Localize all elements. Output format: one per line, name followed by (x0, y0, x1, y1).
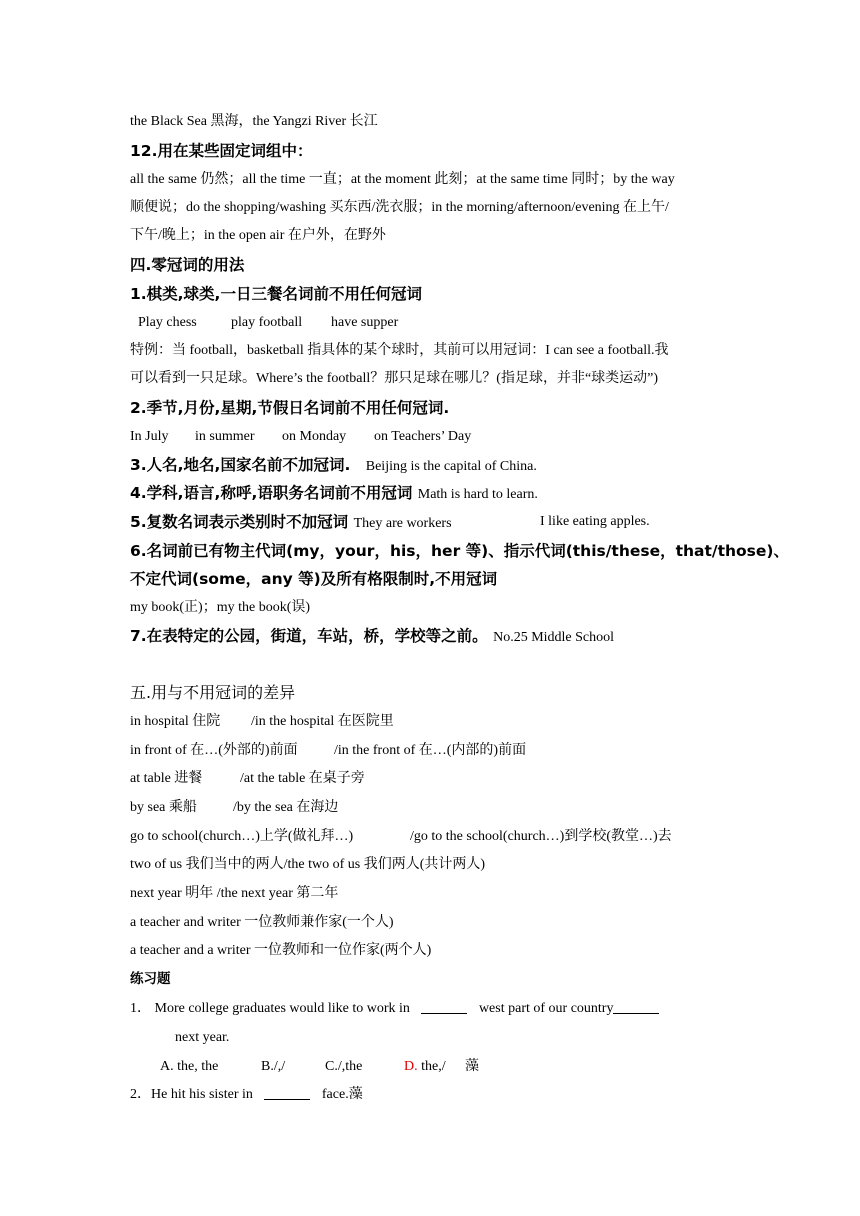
contrast-left: go to school(church…)上学(做礼拜…) (130, 829, 354, 844)
heading-12: 12.用在某些固定词组中： (130, 142, 313, 160)
example: Play chess (138, 315, 197, 330)
contrast-row (130, 827, 732, 847)
text-line: next year 明年 /the next year 第二年 (130, 886, 339, 901)
rule-text: 7.在表特定的公园，街道，车站，桥，学校等之前。 (130, 627, 488, 645)
rule-text: 5.复数名词表示类别时不加冠词 (130, 513, 349, 531)
heading-rule-6: 6.名词前已有物主代词(my，your，his，her 等)、指示代词(this/these，that/those)、 (130, 542, 790, 560)
contrast-right: /go to the school(church…)到学校(教堂…)去 (410, 829, 672, 844)
question-1-cont: next year. (175, 1030, 230, 1045)
text-line: a teacher and writer 一位教师兼作家(一个人) (130, 915, 394, 930)
example: on Monday (282, 429, 347, 444)
garbled-mark: 藻 (348, 1087, 363, 1102)
text-line: 特例：当 football，basketball 指具体的某个球时，其前可以用冠词：I can see a football.我 (130, 343, 669, 358)
example: in summer (195, 429, 255, 444)
section-heading-4: 四.零冠词的用法 (130, 256, 245, 274)
question-text: face. (321, 1087, 349, 1102)
text-line: the Black Sea 黑海，the Yangzi River 长江 (130, 114, 378, 129)
text-line: 可以看到一只足球。Where’s the football？那只足球在哪儿？(指足球，并非“球类运动”) (130, 371, 659, 386)
rule-text: 4.学科,语言,称呼,语职务名词前不用冠词 (130, 484, 413, 502)
contrast-row (130, 741, 732, 761)
example: In July (130, 429, 169, 444)
rule-example: No.25 Middle School (493, 630, 615, 645)
heading-rule-7 (130, 625, 732, 649)
text-line: two of us 我们当中的两人/the two of us 我们两人(共计两人) (130, 857, 486, 872)
contrast-left: in hospital 住院 (130, 714, 221, 729)
option-a: A. the, the (160, 1059, 219, 1074)
exercise-heading: 练习题 (130, 971, 171, 987)
question-1 (130, 999, 732, 1019)
rule-example: They are workers (353, 516, 452, 531)
heading-rule-5 (130, 511, 732, 535)
rule-example: I like eating apples. (540, 514, 650, 529)
text-line: 顺便说；do the shopping/washing 买东西/洗衣服；in the morning/afternoon/evening 在上午/ (130, 200, 669, 215)
contrast-left: by sea 乘船 (130, 800, 197, 815)
text-line: 下午/晚上；in the open air 在户外，在野外 (130, 228, 386, 243)
option-c: C./,the (325, 1059, 363, 1074)
text-line: my book(正)；my the book(误) (130, 600, 311, 615)
heading-rule-4 (130, 482, 732, 506)
contrast-row (130, 712, 732, 732)
example: play football (231, 315, 303, 330)
option-d-text: the,/ (417, 1059, 446, 1074)
example: have supper (331, 315, 399, 330)
contrast-row (130, 769, 732, 789)
answer-blank[interactable] (613, 999, 659, 1014)
question-text: 2．He hit his sister in (130, 1087, 253, 1102)
option-d-letter: D. (404, 1059, 418, 1074)
contrast-right: /at the table 在桌子旁 (240, 771, 365, 786)
garbled-mark: 藻 (465, 1059, 479, 1074)
heading-rule-1: 1.棋类,球类,一日三餐名词前不用任何冠词 (130, 285, 422, 303)
question-text: 1． More college graduates would like to work in (130, 1001, 410, 1016)
rule-example: Math is hard to learn. (417, 487, 538, 502)
option-d (404, 1057, 446, 1077)
contrast-left: in front of 在…(外部的)前面 (130, 743, 298, 758)
heading-rule-3 (130, 454, 732, 478)
contrast-left: at table 进餐 (130, 771, 203, 786)
heading-rule-2: 2.季节,月份,星期,节假日名词前不用任何冠词. (130, 399, 450, 417)
question-2 (130, 1085, 732, 1105)
option-b: B./,/ (261, 1059, 286, 1074)
question-text: west part of our country (478, 1001, 614, 1016)
rule-example: Beijing is the capital of China. (365, 459, 537, 474)
heading-rule-6-cont: 不定代词(some，any 等)及所有格限制时,不用冠词 (130, 570, 498, 588)
rule-text: 3.人名,地名,国家名前不加冠词. (130, 456, 351, 474)
text-line: a teacher and a writer 一位教师和一位作家(两个人) (130, 943, 432, 958)
contrast-right: /in the hospital 在医院里 (251, 714, 394, 729)
example: on Teachers’ Day (374, 429, 472, 444)
section-heading-5: 五.用与不用冠词的差异 (130, 683, 296, 702)
contrast-row (130, 798, 732, 818)
contrast-right: /in the front of 在…(内部的)前面 (334, 743, 527, 758)
answer-blank[interactable] (421, 999, 467, 1014)
answer-blank[interactable] (264, 1085, 310, 1100)
text-line: all the same 仍然；all the time 一直；at the moment 此刻；at the same time 同时；by the way (130, 172, 675, 187)
contrast-right: /by the sea 在海边 (233, 800, 339, 815)
